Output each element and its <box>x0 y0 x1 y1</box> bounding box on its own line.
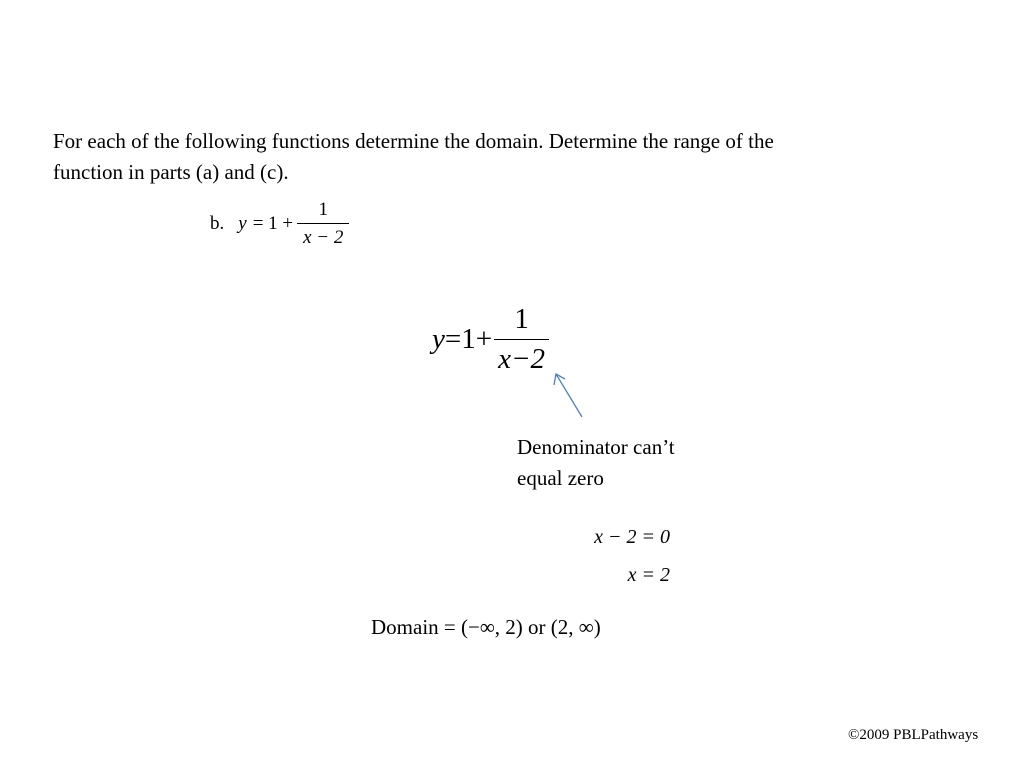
solve-steps <box>560 518 670 594</box>
main-equation <box>432 305 549 374</box>
domain-result: Domain = (−∞, 2) or (2, ∞) <box>371 615 601 639</box>
main-equation-rhs-prefix: =1+ <box>444 323 493 355</box>
part-b-numerator: 1 <box>318 199 328 220</box>
main-equation-denominator: x−2 <box>498 343 546 375</box>
main-equation-lhs: y <box>432 323 445 355</box>
solve-step-2: x = 2 <box>627 564 670 586</box>
arrow-shaft <box>556 374 582 417</box>
denominator-note-line-2: equal zero <box>517 466 604 490</box>
main-equation-numerator: 1 <box>514 303 529 335</box>
annotation-arrow-icon <box>540 365 590 425</box>
denominator-note <box>517 432 675 494</box>
problem-statement-line-2: function in parts (a) and (c). <box>53 160 289 184</box>
copyright-footer: ©2009 PBLPathways <box>848 727 979 743</box>
main-equation-fraction <box>494 305 549 374</box>
solve-step-1: x − 2 = 0 <box>594 526 670 548</box>
problem-statement-line-1: For each of the following functions determine the domain. Determine the range of the <box>53 129 774 153</box>
denominator-note-line-1: Denominator can’t <box>517 435 675 459</box>
part-b-label: b. <box>210 212 225 234</box>
part-b-denominator: x − 2 <box>303 227 344 248</box>
part-b-fraction <box>297 200 349 247</box>
part-b-equation <box>210 200 349 247</box>
part-b-lhs: y <box>238 212 247 234</box>
problem-statement <box>53 126 963 188</box>
part-b-rhs-prefix: = 1 + <box>252 212 294 234</box>
